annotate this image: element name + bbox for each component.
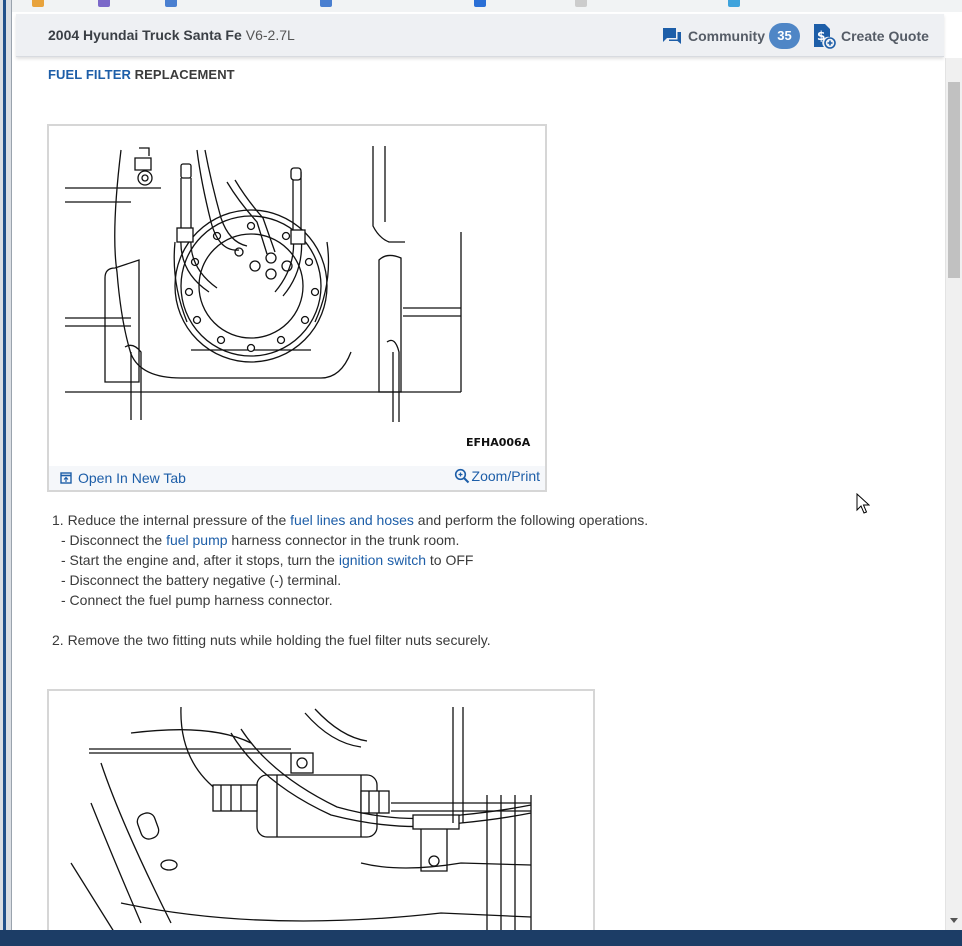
- community-button[interactable]: [662, 24, 800, 48]
- apps-icon[interactable]: [32, 0, 50, 7]
- substep-3-text: - Disconnect the battery negative (-) terminal.: [61, 572, 342, 588]
- substep-1-text-end: harness connector in the trunk room.: [227, 532, 460, 548]
- open-new-tab-label: Open In New Tab: [78, 470, 186, 486]
- scrollbar-thumb[interactable]: [948, 82, 960, 278]
- substep-4: [61, 592, 333, 608]
- taskbar: [0, 930, 962, 946]
- figure-panel: [47, 124, 547, 492]
- fuel-pump-diagram[interactable]: [61, 142, 541, 442]
- page-header: [16, 14, 944, 57]
- zoom-icon: [454, 468, 470, 484]
- zoom-print-label: Zoom/Print: [471, 468, 540, 484]
- fuel-pump-link[interactable]: fuel pump: [166, 532, 228, 548]
- vehicle-title: [48, 27, 295, 43]
- open-new-tab-icon: [60, 472, 72, 484]
- substep-2-text: - Start the engine and, after it stops, turn the: [61, 552, 339, 568]
- community-label: Community: [688, 28, 765, 44]
- mouse-cursor-icon: [856, 493, 870, 515]
- substep-1-text: - Disconnect the: [61, 532, 167, 548]
- svg-text:$: $: [817, 29, 826, 43]
- open-new-tab-link[interactable]: [60, 470, 186, 486]
- create-quote-label: Create Quote: [841, 28, 929, 44]
- step-2-text: 2. Remove the two fitting nuts while holding the fuel filter nuts securely.: [52, 632, 491, 648]
- chat-icon: [662, 27, 682, 45]
- title-rest: REPLACEMENT: [134, 67, 235, 82]
- figure-panel-2: [47, 689, 595, 939]
- vehicle-engine: V6-2.7L: [245, 27, 295, 43]
- bookmark-icon[interactable]: [320, 0, 338, 7]
- ignition-switch-link[interactable]: ignition switch: [338, 552, 426, 568]
- vehicle-name: 2004 Hyundai Truck Santa Fe: [48, 27, 242, 43]
- title-keyword-link[interactable]: FUEL FILTER: [48, 67, 131, 82]
- zoom-print-link[interactable]: [454, 468, 540, 484]
- substep-1: [61, 532, 459, 548]
- bookmark-icon[interactable]: [575, 0, 593, 7]
- scrollbar[interactable]: [945, 58, 962, 930]
- create-quote-button[interactable]: [812, 24, 929, 48]
- step-1: [52, 512, 648, 528]
- window-frame: [0, 0, 12, 946]
- scroll-down-arrow-icon[interactable]: [950, 918, 958, 923]
- bookmarks-bar: [0, 0, 962, 12]
- bookmark-icon[interactable]: [98, 0, 116, 7]
- fuel-filter-diagram[interactable]: [61, 703, 581, 943]
- substep-2-text-end: to OFF: [425, 552, 474, 568]
- quote-icon: [812, 23, 836, 49]
- fuel-lines-link[interactable]: fuel lines and hoses: [290, 512, 414, 528]
- substep-2: [61, 552, 473, 568]
- step-1-text-end: and perform the following operations.: [413, 512, 649, 528]
- bookmark-icon[interactable]: [474, 0, 492, 7]
- step-2: [52, 632, 491, 648]
- community-count-badge: 35: [769, 23, 800, 49]
- figure-toolbar: [49, 466, 545, 490]
- bookmark-icon[interactable]: [165, 0, 183, 7]
- substep-4-text: - Connect the fuel pump harness connector.: [61, 592, 333, 608]
- figure-code: EFHA006A: [466, 436, 531, 449]
- substep-3: [61, 572, 341, 588]
- bookmark-icon[interactable]: [728, 0, 746, 7]
- page-title: [48, 67, 235, 82]
- step-1-text: 1. Reduce the internal pressure of the: [52, 512, 291, 528]
